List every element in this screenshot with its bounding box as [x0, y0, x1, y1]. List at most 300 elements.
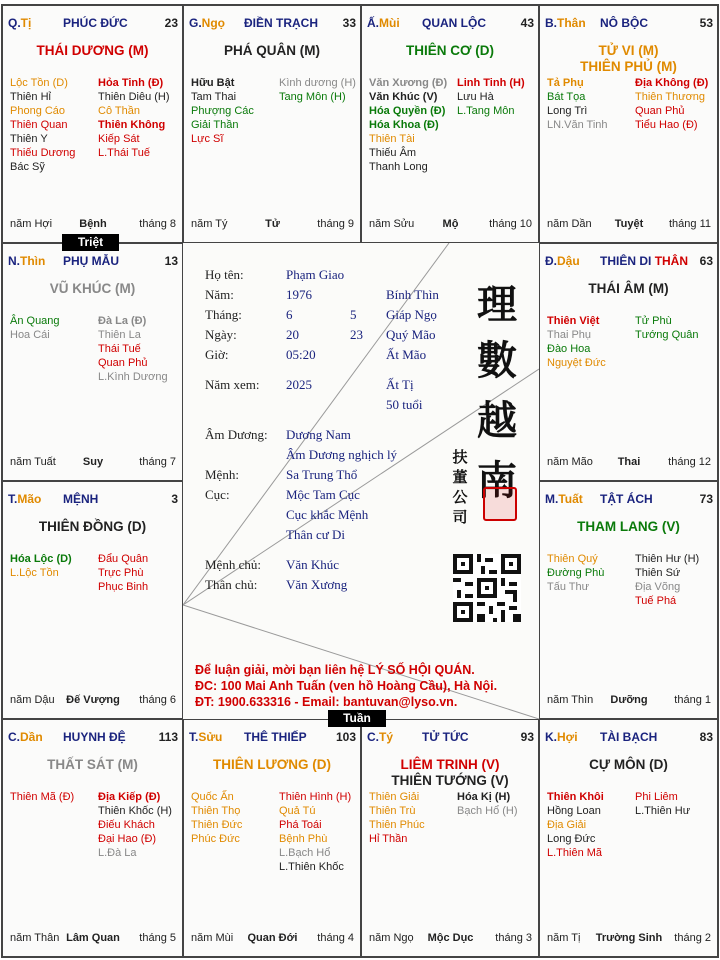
palace-decade-number: 113 [158, 730, 178, 744]
value-gio-can-chi: Ất Mão [386, 347, 427, 362]
value-than-chu: Văn Xương [286, 577, 348, 592]
palace-year: năm Hợi [10, 218, 53, 230]
minor-star: Quả Tú [279, 805, 316, 817]
palace-house-name [600, 730, 657, 744]
minor-star: Cô Thần [98, 105, 140, 117]
label-thang: Tháng: [205, 307, 242, 322]
main-star: LIÊM TRINH (V) [400, 757, 500, 772]
palace-footer [10, 456, 176, 470]
minor-star: Thiên Hình (H) [279, 791, 352, 803]
value-nam-xem-can-chi: Ất Tị [386, 377, 414, 392]
palace-month: tháng 1 [674, 694, 711, 706]
label-am-duong: Âm Dương: [205, 427, 268, 442]
minor-stars-right [98, 790, 172, 860]
minor-star: Kình dương (H) [279, 77, 356, 89]
palace-house-name [600, 254, 688, 268]
house-name-text: PHÚC ĐỨC [63, 16, 128, 30]
palace-phu-mau[interactable] [2, 243, 183, 481]
minor-star: L.Bạch Hổ [279, 847, 331, 859]
palace-decade-number: 93 [520, 730, 534, 744]
palace-house-name [422, 730, 469, 744]
palace-position [8, 254, 45, 268]
contact-line-1: Để luận giải, mời bạn liên hệ LÝ SỐ HỘI QUÁN. [195, 663, 475, 677]
minor-star: Thiên Y [10, 133, 48, 145]
value-cuc-khac-menh: Cục khắc Mệnh [286, 507, 369, 522]
minor-star: Lộc Tồn (D) [10, 77, 68, 89]
palace-month: tháng 10 [489, 218, 532, 230]
palace-quan-loc[interactable] [361, 5, 539, 243]
minor-stars-left [10, 790, 74, 804]
main-star: THIÊN CƠ (D) [405, 43, 494, 58]
minor-star: Tiểu Hao (Đ) [635, 119, 698, 131]
minor-stars-left [547, 790, 604, 860]
palace-footer [547, 218, 711, 232]
minor-stars-left [191, 76, 254, 146]
palace-branch: Mùi [379, 16, 400, 30]
value-thang-duong: 6 [286, 307, 293, 322]
minor-star: Kiếp Sát [98, 133, 140, 145]
palace-life-stage: Tuyệt [614, 218, 644, 230]
value-ho-ten: Phạm Giao [286, 267, 345, 282]
minor-star: Thiên Việt [547, 315, 600, 327]
minor-stars-left [10, 314, 60, 342]
palace-header [367, 16, 534, 30]
palace-stem: Q. [8, 16, 21, 30]
main-star: THÁI DƯƠNG (M) [36, 43, 149, 58]
value-cuc: Mộc Tam Cục [286, 487, 360, 502]
value-ngay-am: 23 [350, 327, 363, 342]
minor-star: Thiên Thương [635, 91, 706, 103]
side-calligraphy-1: 扶 [452, 448, 468, 466]
palace-branch: Sửu [198, 730, 223, 744]
palace-header [545, 730, 713, 744]
center-info-panel [183, 243, 539, 719]
value-nam-xem: 2025 [286, 377, 312, 392]
minor-star: Thiên Không [98, 119, 166, 131]
label-menh-chu: Mệnh chủ: [205, 557, 261, 572]
minor-stars-left [547, 314, 606, 370]
minor-star: L.Tang Môn [457, 105, 515, 117]
value-nam: 1976 [286, 287, 312, 302]
minor-star: Thiên Hư (H) [635, 553, 700, 565]
minor-star: Văn Xương (Đ) [369, 77, 448, 89]
label-cuc: Cục: [205, 487, 230, 502]
palace-position [189, 730, 222, 744]
palace-header [545, 254, 713, 268]
palace-life-stage: Lâm Quan [66, 932, 120, 944]
palace-year: năm Mão [547, 456, 593, 468]
house-name-text: THIÊN DI [600, 254, 652, 268]
palace-decade-number: 13 [164, 254, 178, 268]
palace-stem: C. [367, 730, 379, 744]
minor-star: Hóa Kị (H) [457, 791, 511, 803]
house-name-text: THÊ THIẾP [244, 730, 307, 744]
palace-decade-number: 103 [335, 730, 356, 744]
minor-star: Hóa Khoa (Đ) [369, 119, 439, 131]
palace-branch: Tý [379, 730, 394, 744]
palace-phuc-duc[interactable] [2, 5, 183, 243]
palace-life-stage: Đế Vượng [66, 694, 120, 706]
calligraphy-char-2: 數 [477, 337, 517, 384]
minor-star: Thiên Mã (Đ) [10, 791, 75, 803]
palace-decade-number: 3 [171, 492, 178, 506]
palace-year: năm Thìn [547, 694, 594, 706]
palace-life-stage: Suy [82, 456, 104, 468]
minor-star: Đào Hoa [547, 343, 591, 355]
triet-marker: Triệt [62, 234, 119, 251]
minor-star: Thiên Thọ [191, 805, 241, 817]
palace-house-name [244, 16, 318, 30]
palace-year: năm Tý [191, 218, 228, 230]
minor-star: Ân Quang [10, 315, 60, 327]
minor-stars-left [10, 552, 72, 580]
palace-header [8, 254, 178, 268]
palace-month: tháng 6 [139, 694, 176, 706]
minor-star: Tuế Phá [635, 595, 677, 607]
palace-month: tháng 9 [317, 218, 354, 230]
palace-footer [10, 694, 176, 708]
palace-header [8, 16, 178, 30]
palace-tu-tuc[interactable] [361, 719, 539, 957]
label-nam: Năm: [205, 287, 234, 302]
minor-star: L.Lộc Tồn [10, 567, 59, 579]
palace-stem: B. [545, 16, 557, 30]
palace-branch: Mão [17, 492, 42, 506]
minor-star: Quốc Ấn [191, 791, 234, 803]
palace-footer [10, 218, 176, 232]
house-name-text: QUAN LỘC [422, 16, 486, 30]
minor-star: Lưu Hà [457, 91, 494, 103]
palace-dien-trach[interactable] [183, 5, 361, 243]
label-ho-ten: Họ tên: [205, 267, 244, 282]
palace-house-name [63, 16, 128, 30]
minor-star: Thiên Đức [191, 819, 243, 831]
value-than-cu: Thân cư Di [286, 527, 346, 542]
minor-star: Thiên Trù [369, 805, 416, 817]
minor-star: Phượng Các [191, 105, 254, 117]
house-name-text: TẬT ÁCH [600, 492, 653, 506]
minor-stars-right [635, 790, 690, 818]
minor-star: Điếu Khách [98, 819, 155, 831]
main-star: THAM LANG (V) [577, 519, 680, 534]
minor-stars-left [191, 790, 242, 846]
palace-footer [191, 932, 354, 946]
minor-star: Lực Sĩ [191, 133, 224, 145]
calligraphy-char-3: 越 [477, 397, 517, 444]
palace-header [189, 16, 356, 30]
side-calligraphy-2: 董 [452, 468, 468, 486]
palace-stem: M. [545, 492, 559, 506]
value-menh: Sa Trung Thổ [286, 467, 358, 482]
calligraphy-char-4: 南 [477, 457, 517, 504]
palace-header [8, 492, 178, 506]
palace-month: tháng 12 [668, 456, 711, 468]
palace-decade-number: 73 [699, 492, 713, 506]
palace-house-name [600, 492, 653, 506]
minor-star: Đại Hao (Đ) [98, 833, 157, 845]
minor-star: L.Thái Tuế [98, 147, 150, 159]
main-star: THIÊN PHỦ (M) [580, 59, 677, 74]
palace-branch: Thân [557, 16, 586, 30]
palace-decade-number: 43 [520, 16, 534, 30]
calligraphy-char-1: 理 [477, 281, 517, 328]
palace-position [367, 16, 400, 30]
minor-stars-right [635, 314, 699, 342]
minor-star: L.Thiên Hư [635, 805, 691, 817]
palace-footer [191, 218, 354, 232]
palace-stem: T. [189, 730, 199, 744]
minor-star: Địa Kiếp (Đ) [98, 791, 161, 803]
minor-star: Long Đức [547, 833, 596, 845]
house-name-text: TÀI BẠCH [600, 730, 658, 744]
minor-stars-right [98, 76, 170, 160]
palace-branch: Tuất [558, 492, 583, 506]
minor-star: Long Trì [547, 105, 588, 117]
contact-phone-email[interactable]: ĐT: 1900.633316 - Email: bantuvan@lyso.vn. [195, 695, 458, 709]
palace-footer [547, 456, 711, 470]
value-thang-am: 5 [350, 307, 357, 322]
palace-month: tháng 2 [674, 932, 711, 944]
palace-position [545, 16, 586, 30]
label-menh: Mệnh: [205, 467, 239, 482]
palace-life-stage: Dưỡng [610, 694, 648, 706]
palace-month: tháng 8 [139, 218, 176, 230]
minor-star: Quan Phủ [98, 357, 148, 369]
minor-stars-left [369, 76, 447, 174]
palace-position [545, 730, 578, 744]
palace-position [545, 492, 583, 506]
palace-stem: G. [189, 16, 202, 30]
palace-year: năm Dần [547, 218, 592, 230]
minor-star: Thanh Long [369, 161, 428, 173]
minor-star: Thiên Quý [547, 553, 598, 565]
value-gio: 05:20 [286, 347, 316, 362]
value-tuoi: 50 tuổi [386, 397, 423, 412]
palace-life-stage: Quan Đới [247, 932, 298, 944]
house-name-text: MỆNH [63, 492, 99, 506]
palace-branch: Hợi [557, 730, 578, 744]
palace-menh[interactable] [2, 481, 183, 719]
minor-star: Phá Toái [279, 819, 322, 831]
minor-star: Nguyệt Đức [547, 357, 606, 369]
palace-footer [547, 932, 711, 946]
minor-star: Địa Võng [635, 581, 681, 593]
minor-star: Bệnh Phù [279, 833, 328, 845]
minor-stars-right [635, 552, 699, 608]
minor-star: Đà La (Đ) [98, 315, 147, 327]
palace-branch: Thìn [20, 254, 46, 268]
qr-code-icon[interactable] [453, 554, 521, 622]
main-star: CỰ MÔN (D) [589, 757, 668, 772]
minor-star: LN.Văn Tinh [547, 119, 608, 131]
tuan-marker: Tuần [328, 710, 386, 727]
value-nam-can-chi: Bính Thìn [386, 287, 439, 302]
palace-footer [10, 932, 176, 946]
minor-star: Quan Phủ [635, 105, 685, 117]
minor-star: Phúc Đức [191, 833, 240, 845]
palace-month: tháng 3 [495, 932, 532, 944]
palace-house-name [422, 16, 486, 30]
house-name-text: NÔ BỘC [600, 16, 648, 30]
palace-header [545, 492, 713, 506]
value-thang-can-chi: Giáp Ngọ [386, 307, 437, 322]
side-calligraphy-3: 公 [452, 488, 468, 506]
palace-year: năm Tị [547, 932, 581, 944]
minor-star: Đẩu Quân [98, 553, 149, 565]
value-am-duong: Dương Nam [286, 427, 351, 442]
value-am-duong-ly: Âm Dương nghịch lý [286, 447, 398, 462]
palace-the-thiep[interactable] [183, 719, 361, 957]
minor-star: Bác Sỹ [10, 161, 45, 173]
minor-star: L.Thiên Khốc [279, 861, 344, 873]
value-ngay-can-chi: Quý Mão [386, 327, 436, 342]
minor-star: Thiếu Dương [10, 147, 76, 159]
palace-header [545, 16, 713, 30]
palace-tat-ach[interactable] [539, 481, 718, 719]
house-name-text: ĐIỀN TRẠCH [244, 16, 318, 30]
contact-address: ĐC: 100 Mai Anh Tuấn (ven hồ Hoàng Cầu), Hà Nội. [195, 679, 498, 693]
house-name-text: HUYNH ĐỆ [63, 730, 126, 744]
minor-star: Hỏa Tinh (Đ) [98, 77, 164, 89]
minor-star: Giải Thần [191, 119, 239, 131]
minor-star: Thiên Quan [10, 119, 68, 131]
minor-star: Tang Môn (H) [279, 91, 346, 103]
house-name-text: PHỤ MẪU [63, 254, 119, 268]
palace-stem: T. [8, 492, 18, 506]
palace-decade-number: 33 [342, 16, 356, 30]
minor-stars-left [547, 76, 608, 132]
minor-star: Văn Khúc (V) [369, 91, 438, 103]
main-star: PHÁ QUÂN (M) [224, 43, 320, 58]
palace-no-boc[interactable] [539, 5, 718, 243]
minor-stars-right [635, 76, 708, 132]
palace-year: năm Mùi [191, 932, 234, 944]
minor-star: Thiên Khôi [547, 791, 604, 803]
main-star: THIÊN TƯỚNG (V) [391, 773, 509, 788]
minor-star: Thiên Tài [369, 133, 415, 145]
minor-star: L.Thiên Mã [547, 847, 603, 859]
minor-star: Phục Binh [98, 581, 149, 593]
minor-star: Thiên Sứ [635, 567, 681, 579]
minor-star: Phi Liêm [635, 791, 678, 803]
minor-stars-left [369, 790, 425, 846]
palace-house-name [63, 730, 126, 744]
minor-star: Linh Tinh (H) [457, 77, 525, 89]
palace-huynh-de[interactable] [2, 719, 183, 957]
minor-stars-right [457, 76, 525, 118]
minor-star: Hoa Cái [10, 329, 50, 341]
palace-year: năm Ngọ [369, 932, 414, 944]
palace-stem: K. [545, 730, 557, 744]
palace-decade-number: 83 [699, 730, 713, 744]
palace-month: tháng 4 [317, 932, 354, 944]
minor-stars-right [457, 790, 518, 818]
palace-position [8, 492, 41, 506]
palace-position [8, 730, 43, 744]
value-menh-chu: Văn Khúc [286, 557, 340, 572]
palace-footer [369, 932, 532, 946]
palace-life-stage: Thai [617, 456, 641, 468]
palace-tai-bach[interactable] [539, 719, 718, 957]
palace-life-stage: Tử [265, 218, 280, 230]
palace-stem: Đ. [545, 254, 557, 268]
minor-star: Địa Giải [547, 819, 587, 831]
than-marker: THÂN [654, 254, 689, 268]
minor-star: Tử Phù [635, 315, 672, 327]
palace-stem: N. [8, 254, 20, 268]
palace-decade-number: 63 [699, 254, 713, 268]
minor-star: Thiên Giải [369, 791, 420, 803]
side-calligraphy-4: 司 [452, 508, 468, 526]
minor-star: Bạch Hổ (H) [457, 805, 518, 817]
palace-month: tháng 5 [139, 932, 176, 944]
minor-star: Phong Cáo [10, 105, 66, 117]
minor-star: Thiếu Âm [369, 147, 417, 159]
minor-star: L.Kình Dương [98, 371, 168, 383]
palace-decade-number: 53 [699, 16, 713, 30]
palace-thien-di[interactable] [539, 243, 718, 481]
minor-star: Hóa Quyền (Đ) [369, 105, 446, 117]
palace-year: năm Tuất [10, 456, 56, 468]
palace-branch: Dần [20, 730, 43, 744]
palace-position [367, 730, 393, 744]
minor-star: Thái Tuế [98, 343, 141, 355]
minor-star: Bát Tọa [547, 91, 586, 103]
label-than-chu: Thân chủ: [205, 577, 258, 592]
label-gio: Giờ: [205, 347, 229, 362]
palace-position [189, 16, 225, 30]
minor-stars-left [547, 552, 604, 594]
palace-life-stage: Bệnh [79, 218, 107, 230]
palace-decade-number: 23 [164, 16, 178, 30]
minor-stars-right [98, 314, 168, 384]
minor-star: Tam Thai [191, 91, 237, 103]
minor-star: Tấu Thư [547, 581, 590, 593]
minor-star: Thiên La [98, 329, 141, 341]
palace-header [8, 730, 178, 744]
label-ngay: Ngày: [205, 327, 237, 342]
palace-house-name [244, 730, 307, 744]
palace-house-name [63, 254, 119, 268]
palace-year: năm Sửu [369, 218, 415, 230]
minor-star: Trực Phù [98, 567, 144, 579]
palace-house-name [600, 16, 648, 30]
main-star: VŨ KHÚC (M) [49, 281, 136, 296]
minor-star: Thiên Khốc (H) [98, 805, 172, 817]
palace-year: năm Dậu [10, 694, 55, 706]
minor-star: Thiên Diêu (H) [98, 91, 170, 103]
palace-month: tháng 7 [139, 456, 176, 468]
minor-star: Thiên Phúc [369, 819, 425, 831]
minor-stars-right [279, 76, 356, 104]
horoscope-chart [1, 4, 719, 958]
minor-star: Hồng Loan [547, 805, 601, 817]
palace-branch: Dậu [557, 254, 580, 268]
palace-stem: C. [8, 730, 20, 744]
minor-star: Địa Không (Đ) [635, 77, 709, 89]
palace-month: tháng 11 [668, 218, 711, 230]
palace-house-name [63, 492, 98, 506]
minor-stars-left [10, 76, 75, 174]
palace-life-stage: Mộ [442, 218, 459, 230]
main-star: THẤT SÁT (M) [47, 757, 138, 772]
minor-star: Hỉ Thần [369, 833, 408, 845]
main-star: THÁI ÂM (M) [588, 281, 669, 296]
palace-footer [547, 694, 711, 708]
minor-star: L.Đà La [98, 847, 137, 859]
main-star: THIÊN ĐỒNG (D) [38, 519, 147, 534]
label-nam-xem: Năm xem: [205, 377, 260, 392]
